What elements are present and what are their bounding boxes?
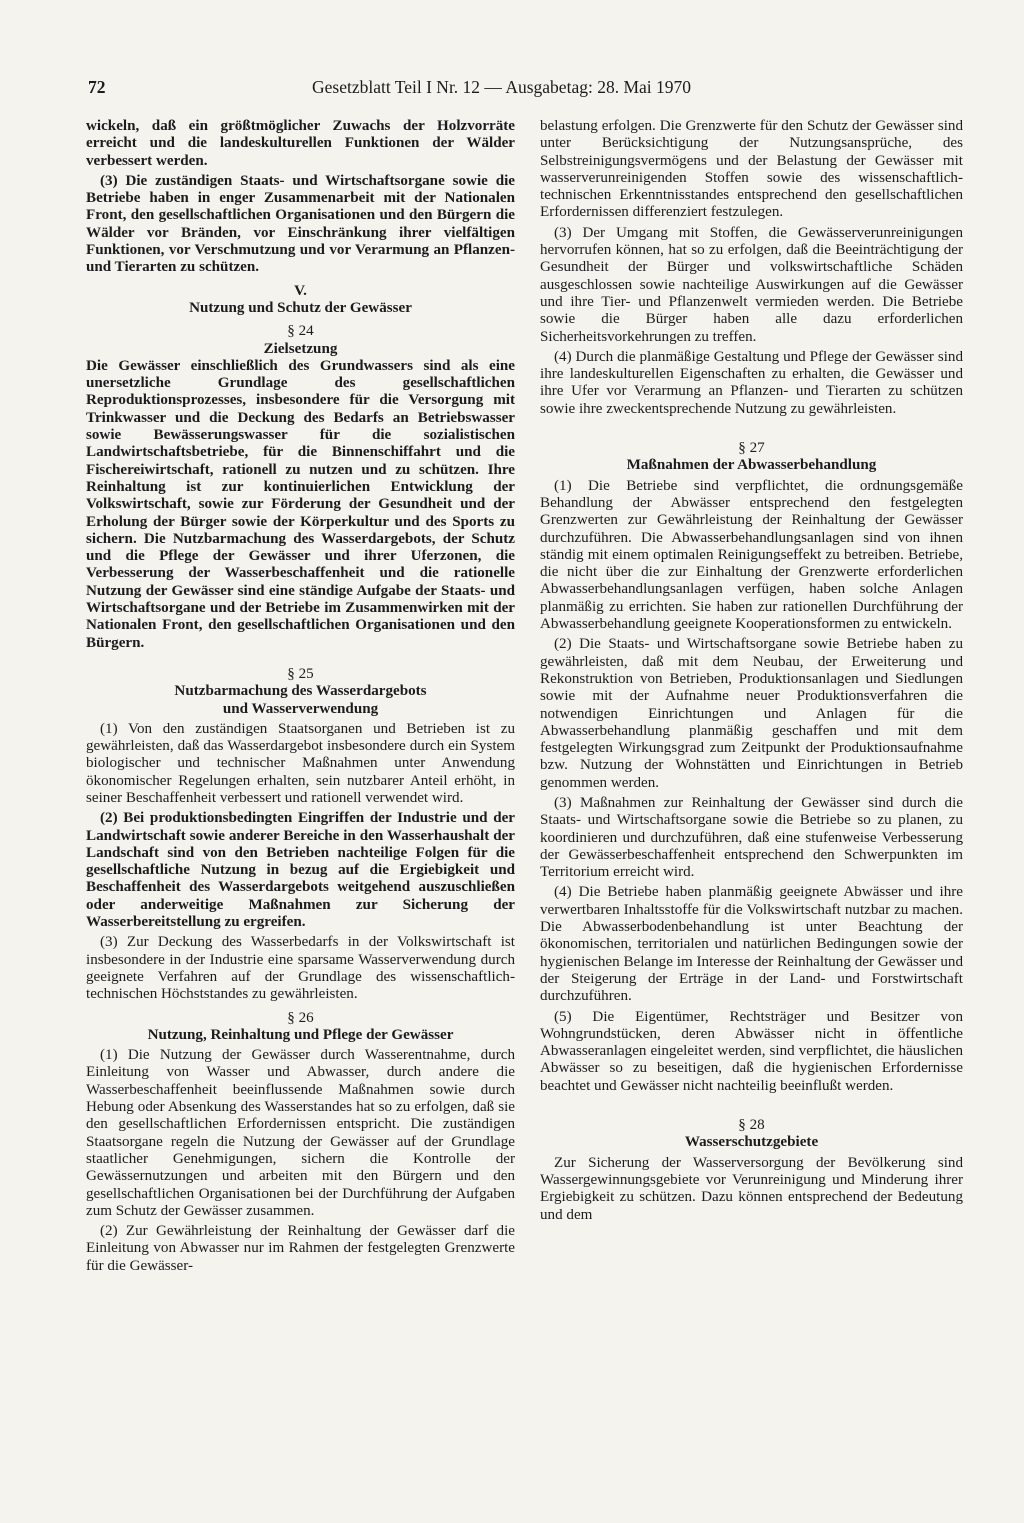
section-28-number: § 28 <box>738 1117 765 1134</box>
section-25-paragraph-1: (1) Von den zuständigen Staatsorganen und Betrieben ist zu gewährleisten, daß das Wasserdargebot insbesondere durch ein System biologischer und technischer Maßnahmen unter Anwendung ökonomischer Regelungen erhalten, sein nutzbarer Anteil erhöht, in seiner Beschaffenheit verbessert und rationell verwendet wird. <box>86 720 515 806</box>
section-26-paragraph-4: (4) Durch die planmäßige Gestaltung und Pflege der Gewässer sind ihre landeskulturellen Eigenschaften zu erhalten, die Gewässer und ihre Ufer vor Verarmung an Pflanzen- und Tierarten zu schützen sowie ihre zweckentsprechende Nutzung zu gewährleisten. <box>540 348 963 417</box>
section-24-title: Zielsetzung <box>263 340 338 357</box>
section-25-paragraph-2: (2) Bei produktionsbedingten Eingriffen der Industrie und der Landwirtschaft sowie anderer Bereiche in den Wasserhaushalt der Landschaft sind von den Betrieben nachteilige Folgen für die gesellschaftliche Nutzung in bezug auf die Ergiebigkeit und Beschaffenheit des Wasserdargebots weitgehend auszuschließen oder anderweitige Maßnahmen zur Sicherung der Wasserbereitstellung zu ergreifen. <box>86 810 515 931</box>
right-column <box>540 118 963 1224</box>
section-27-paragraph-2: (2) Die Staats- und Wirtschaftsorgane sowie Betriebe haben zu gewährleisten, daß mit dem Neubau, der Erweiterung und Rekonstruktion von Betrieben, Produktionsanlagen und Siedlungen sowie mit der Aufnahme neuer Produktionsverfahren die notwendigen Einrichtungen und Anlagen für die Abwasserbehandlung planmäßig geschaffen und mit dem festgelegten Wirkungsgrad zum Zeitpunkt der Produktionsaufnahme bzw. Nutzung der Wohnstätten und Einrichtungen in Betrieb genommen werden. <box>540 636 963 791</box>
gazette-title: Gesetzblatt Teil I Nr. 12 — Ausgabetag: 28. Mai 1970 <box>312 77 692 97</box>
chapter-title: Nutzung und Schutz der Gewässer <box>189 299 412 316</box>
section-24-number: § 24 <box>287 323 314 340</box>
left-column <box>86 118 515 1275</box>
paragraph-23-3: (3) Die zuständigen Staats- und Wirtschaftsorgane sowie die Betriebe haben in enger Zusammenarbeit mit der Nationalen Front, den gesellschaftlichen Organisationen und den Bürgern die Wälder vor Bränden, vor Einschränkung ihrer vielfältigen Funktionen, vor Verschmutzung und vor Verarmung an Pflanzen- und Tierarten zu schützen. <box>86 172 515 276</box>
section-26-number: § 26 <box>287 1009 314 1026</box>
section-25-title-line2: und Wasserverwendung <box>222 700 379 717</box>
section-27-paragraph-1: (1) Die Betriebe sind verpflichtet, die ordnungsgemäße Behandlung der Abwässer entsprechend den festgelegten Grenzwerten zur Gewährleistung der Reinhaltung der Gewässer durchzuführen. Die Abwasserbehandlungsanlagen sind von ihnen ständig mit einem optimalen Reinigungseffekt zu betreiben. Betriebe, die nicht über die zur Einhaltung der Grenzwerte erforderlichen Abwasserbehandlungsanlagen verfügen, haben solche Anlagen planmäßig zu errichten. Sie haben zur rationellen Durchführung der Abwasserbehandlung geeignete Kooperationsformen zu entwickeln. <box>540 477 963 633</box>
paragraph-continuation: wickeln, daß ein größtmöglicher Zuwachs der Holzvorräte erreicht und die landeskulturellen Funktionen der Wälder verbessert werden. <box>86 118 515 169</box>
section-27-paragraph-3: (3) Maßnahmen zur Reinhaltung der Gewässer sind durch die Staats- und Wirtschaftsorgane sowie die Betriebe so zu planen, zu koordinieren und durchzuführen, daß eine stufenweise Verbesserung der Gewässerbeschaffenheit entsprechend den Schwerpunkten im Territorium erreicht wird. <box>540 794 963 881</box>
section-28-paragraph-1: Zur Sicherung der Wasserversorgung der Bevölkerung sind Wassergewinnungsgebiete vor Verunreinigung und Minderung ihrer Ergiebigkeit zu schützen. Dazu können entsprechend der Bedeutung und dem <box>540 1154 963 1223</box>
section-26-title: Nutzung, Reinhaltung und Pflege der Gewässer <box>147 1026 454 1043</box>
section-26-paragraph-2: (2) Zur Gewährleistung der Reinhaltung der Gewässer darf die Einleitung von Abwasser nur im Rahmen der festgelegten Grenzwerte für die Gewässer- <box>86 1223 515 1274</box>
section-26-paragraph-1: (1) Die Nutzung der Gewässer durch Wasserentnahme, durch Einleitung von Wasser und Abwasser, durch andere die Wasserbeschaffenheit beeinflussende Maßnahmen sowie durch Hebung oder Absenkung des Wasserstandes hat so zu erfolgen, daß sie den gesellschaftlichen Erfordernissen entspricht. Die zuständigen Staatsorgane regeln die Nutzung der Gewässer auf der Grundlage staatlicher Genehmigungen, sichern die Kontrolle der Gewässernutzungen und arbeiten mit den Bürgern und den gesellschaftlichen Organisationen bei der Durchführung der Aufgaben zum Schutz der Gewässer zusammen. <box>86 1047 515 1219</box>
section-26-paragraph-3: (3) Der Umgang mit Stoffen, die Gewässerverunreinigungen hervorrufen können, hat so zu erfolgen, daß die Beeinträchtigung der Gesundheit der Bürger und volkswirtschaftliche Schäden ausgeschlossen sowie nachteilige Auswirkungen auf die Gewässer und ihre Tier- und Pflanzenwelt vermieden werden. Die Betriebe sowie die Bürger haben alle dazu erforderlichen Sicherheitsvorkehrungen zu treffen. <box>540 224 963 345</box>
paragraph-continuation: belastung erfolgen. Die Grenzwerte für den Schutz der Gewässer sind unter Berücksichtigung der Nutzungsansprüche, des Selbstreinigungsvermögens und der Belastung der Gewässer mit wasserverunreinigenden Stoffen sowie des wissenschaftlich-technischen Erkenntnisstandes entsprechend den gesellschaftlichen Erfordernissen differenziert festzulegen. <box>540 118 963 221</box>
section-27-number: § 27 <box>738 440 765 457</box>
section-25-paragraph-3: (3) Zur Deckung des Wasserbedarfs in der Volkswirtschaft ist insbesondere in der Industrie eine sparsame Wasserverwendung durch geeignete Verfahren auf der Grundlage des wissenschaftlich-technischen Höchststandes zu gewährleisten. <box>86 934 515 1003</box>
chapter-number: V. <box>294 282 307 299</box>
section-25-number: § 25 <box>287 665 314 682</box>
section-27-paragraph-4: (4) Die Betriebe haben planmäßig geeignete Abwässer und ihre verwertbaren Inhaltsstoffe für die Volkswirtschaft nutzbar zu machen. Die Abwasserbodenbehandlung ist unter Beachtung der ökonomischen, territorialen und natürlichen Bedingungen sowie der hygienischen Belange im Interesse der Reinhaltung der Gewässer und der Steigerung der Erträge in der Land- und Forstwirtschaft durchzuführen. <box>540 884 963 1005</box>
section-24-paragraph: Die Gewässer einschließlich des Grundwassers sind als eine unersetzliche Grundlage des gesellschaftlichen Reproduktionsprozesses, insbesondere für die Versorgung mit Trinkwasser und die Deckung des Bedarfs an Betriebswasser sowie Bewässerungswasser für die sozialistischen Landwirtschaftsbetriebe, für die Binnenschiffahrt und die Fischereiwirtschaft, rationell zu nutzen und zu schützen. Ihre Reinhaltung ist zur kontinuierlichen Entwicklung der Volkswirtschaft, sowie zur Förderung der Gesundheit und der Erholung der Bürger sowie der Körperkultur und des Sports zu sichern. Die Nutzbarmachung des Wasserdargebots, der Schutz und die Pflege der Gewässer und ihrer Uferzonen, die Verbesserung der Wasserbeschaffenheit und die rationelle Nutzung der Gewässer sind eine ständige Aufgabe der Staats- und Wirtschaftsorgane und der Betriebe im Zusammenwirken mit der Nationalen Front, den gesellschaftlichen Organisationen und den Bürgern. <box>86 357 515 651</box>
page-number: 72 <box>88 77 106 97</box>
section-28-title: Wasserschutzgebiete <box>684 1134 819 1151</box>
section-25-title-line1: Nutzbarmachung des Wasserdargebots <box>174 683 427 700</box>
section-27-title: Maßnahmen der Abwasserbehandlung <box>626 457 877 474</box>
section-27-paragraph-5: (5) Die Eigentümer, Rechtsträger und Besitzer von Wohngrundstücken, deren Abwässer nicht in öffentliche Abwasseranlagen eingeleitet werden, sind verpflichtet, die häuslichen Abwässer so zu beseitigen, daß die hygienischen Erfordernisse beachtet und Gewässer nicht nachteilig beeinflußt werden. <box>540 1008 963 1094</box>
